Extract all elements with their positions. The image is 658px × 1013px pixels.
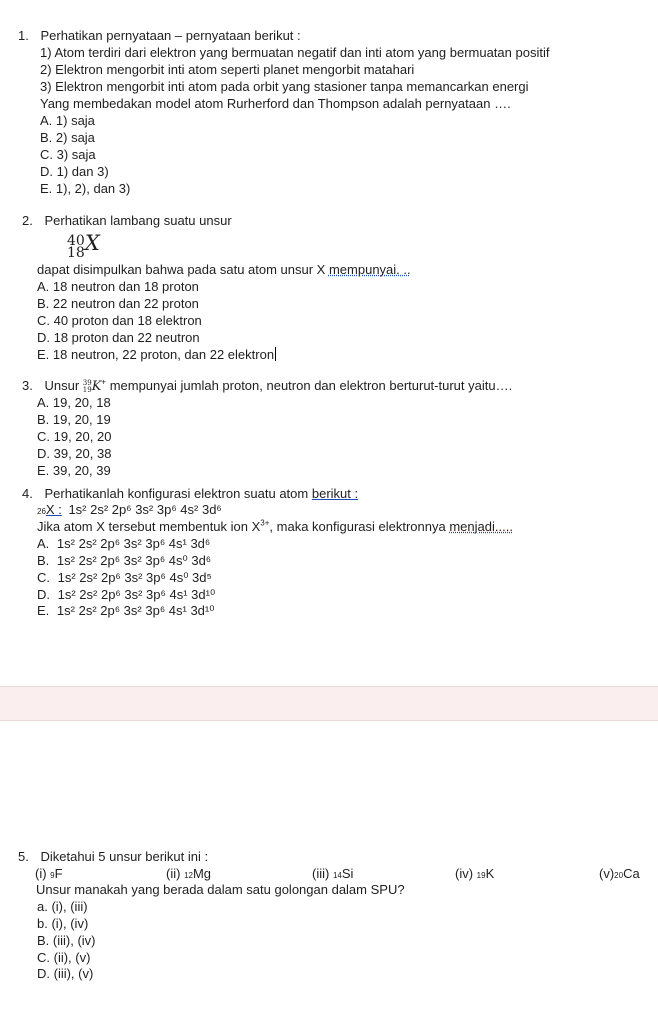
statement-3: 3) Elektron mengorbit inti atom pada orbit yang stasioner tanpa memancarkan energi bbox=[40, 79, 529, 94]
ion-charge: 3+ bbox=[260, 518, 270, 528]
option-b: b. (i), (iv) bbox=[37, 916, 89, 931]
option-b: B. 1s² 2s² 2p⁶ 3s² 3p⁶ 4s⁰ 3d⁶ bbox=[37, 553, 212, 568]
mass-number: 39 bbox=[82, 379, 92, 387]
element-symbol: X bbox=[84, 231, 100, 255]
statement-2: 2) Elektron mengorbit inti atom seperti planet mengorbit matahari bbox=[40, 62, 415, 77]
question-5-stem bbox=[18, 849, 208, 865]
option-a: A. 1) saja bbox=[40, 113, 95, 128]
option-d: D. 1) dan 3) bbox=[40, 164, 109, 179]
option-a: A. 18 neutron dan 18 proton bbox=[37, 279, 199, 294]
element-v: (v)20Ca bbox=[599, 866, 640, 881]
question-3-stem: 3. Unsur 39 19K+ mempunyai jumlah proton, neutron dan elektron berturut-turut yaitu…. bbox=[22, 377, 513, 394]
electron-configuration: 1s² 2s² 2p⁶ 3s² 3p⁶ 4s² 3d⁶ bbox=[68, 502, 222, 517]
atomic-number: 19 bbox=[82, 386, 92, 394]
question-number: 4. bbox=[22, 486, 33, 501]
option-c: B. (iii), (iv) bbox=[37, 933, 96, 948]
question-stem: Diketahui 5 unsur berikut ini : bbox=[40, 849, 209, 864]
atomic-number: 18 bbox=[67, 244, 85, 261]
statement-1: 1) Atom terdiri dari elektron yang bermuatan negatif dan inti atom yang bermuatan positif bbox=[40, 45, 550, 60]
question-2-stem bbox=[22, 213, 232, 229]
option-e: E. 18 neutron, 22 proton, dan 22 elektron bbox=[37, 347, 275, 362]
page-break-band bbox=[0, 686, 658, 721]
option-e: E. 1s² 2s² 2p⁶ 3s² 3p⁶ 4s¹ 3d¹⁰ bbox=[37, 603, 215, 618]
isotope-symbol bbox=[67, 230, 100, 259]
option-a: a. (i), (iii) bbox=[37, 899, 88, 914]
ion-charge: + bbox=[101, 377, 107, 387]
question-number: 1. bbox=[18, 28, 29, 43]
question-1-stem bbox=[18, 28, 301, 44]
option-a: A. 19, 20, 18 bbox=[37, 395, 111, 410]
option-e: D. (iii), (v) bbox=[37, 966, 94, 981]
option-d: D. 39, 20, 38 bbox=[37, 446, 112, 461]
element-iv: (iv) 19K bbox=[455, 866, 495, 881]
question-1-text: Yang membedakan model atom Rurherford dan Thompson adalah pernyataan …. bbox=[40, 96, 511, 111]
question-stem: Perhatikan pernyataan – pernyataan berikut : bbox=[40, 28, 301, 43]
option-c: C. 3) saja bbox=[40, 147, 96, 162]
question-stem: Perhatikan lambang suatu unsur bbox=[44, 213, 232, 228]
question-2-text: dapat disimpulkan bahwa pada satu atom unsur X mempunyai. .. bbox=[37, 262, 411, 277]
option-d: D. 18 proton dan 22 neutron bbox=[37, 330, 200, 345]
question-4-text: Jika atom X tersebut membentuk ion $X^{3+}$, maka konfigurasi elektronnya menjadi..... bbox=[37, 518, 513, 534]
option-e: E. 1), 2), dan 3) bbox=[40, 181, 131, 196]
option-b: B. 19, 20, 19 bbox=[37, 412, 111, 427]
atomic-number: 26 bbox=[37, 507, 46, 516]
element-symbol: K bbox=[91, 379, 102, 394]
option-a: A. 1s² 2s² 2p⁶ 3s² 3p⁶ 4s¹ 3d⁶ bbox=[37, 536, 211, 551]
question-4-stem: 4. Perhatikanlah konfigurasi elektron suatu atom berikut : bbox=[22, 486, 359, 501]
question-number: 5. bbox=[18, 849, 29, 864]
option-c: C. 19, 20, 20 bbox=[37, 429, 112, 444]
ground-configuration: 26X : 1s² 2s² 2p⁶ 3s² 3p⁶ 4s² 3d⁶ bbox=[37, 502, 222, 517]
option-d: D. 1s² 2s² 2p⁶ 3s² 3p⁶ 4s¹ 3d¹⁰ bbox=[37, 587, 216, 602]
text-cursor bbox=[275, 347, 276, 361]
option-c: C. 40 proton dan 18 elektron bbox=[37, 313, 202, 328]
element-iii: (iii) 14Si bbox=[312, 866, 354, 881]
question-number: 2. bbox=[22, 213, 33, 228]
option-b: B. 2) saja bbox=[40, 130, 95, 145]
option-c: C. 1s² 2s² 2p⁶ 3s² 3p⁶ 4s⁰ 3d⁵ bbox=[37, 570, 212, 585]
element-i: (i) 9F bbox=[35, 866, 63, 881]
option-b: B. 22 neutron dan 22 proton bbox=[37, 296, 199, 311]
option-e: E. 39, 20, 39 bbox=[37, 463, 111, 478]
question-5-text: Unsur manakah yang berada dalam satu golongan dalam SPU? bbox=[36, 882, 405, 897]
question-number: 3. bbox=[22, 378, 33, 393]
mass-number: 40 bbox=[67, 232, 85, 249]
element-ii: (ii) 12Mg bbox=[166, 866, 212, 881]
option-d: C. (ii), (v) bbox=[37, 950, 91, 965]
